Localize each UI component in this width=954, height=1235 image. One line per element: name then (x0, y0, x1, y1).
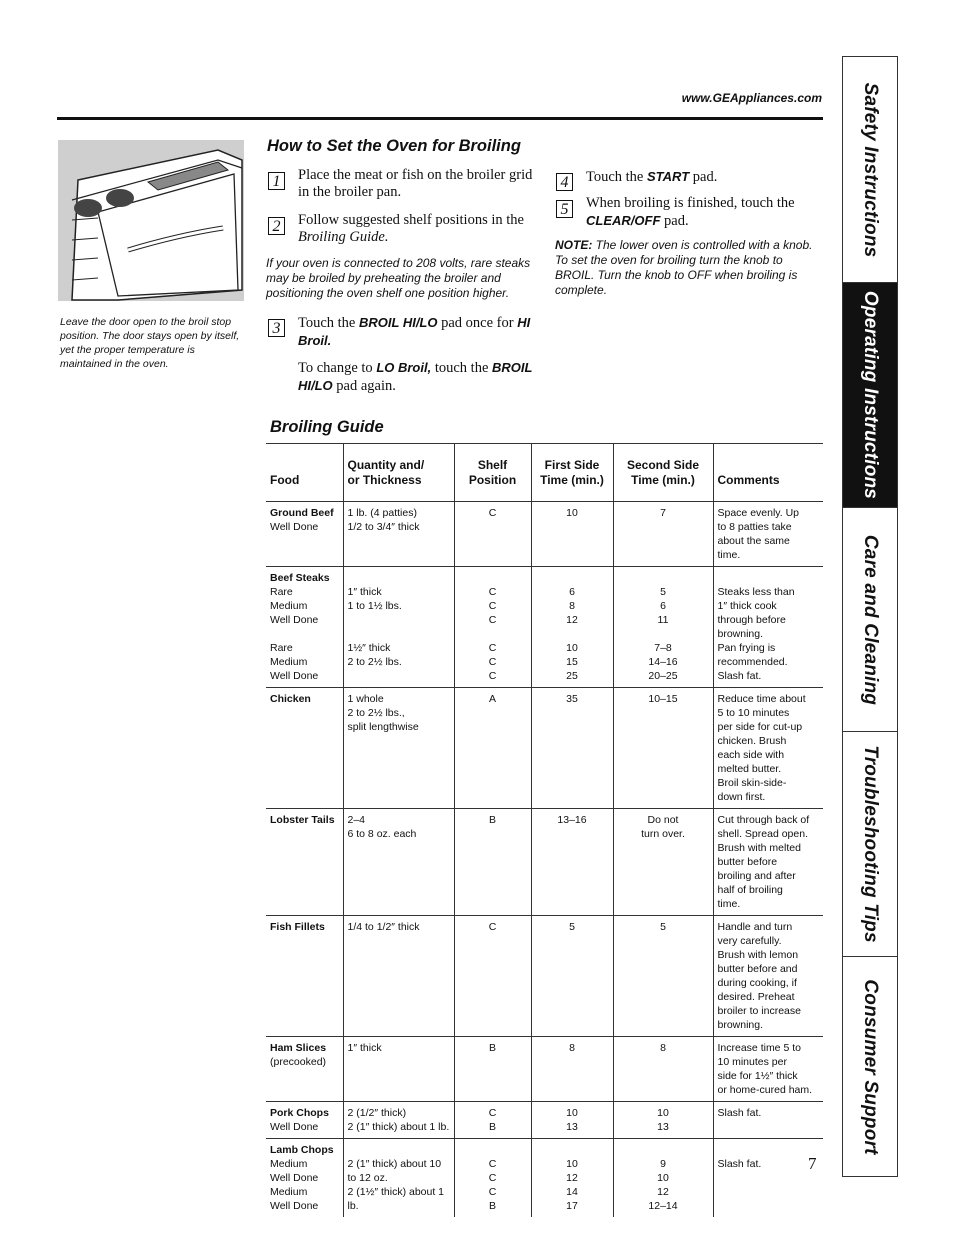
food-name: Chicken (270, 693, 311, 705)
table-row (266, 1037, 823, 1102)
first-side-cell: 10 (531, 502, 613, 567)
step-number-1: 1 (268, 172, 285, 190)
tab-label: Consumer Support (860, 978, 881, 1155)
food-name: Ham Slices (270, 1042, 327, 1054)
comments-cell: Increase time 5 to 10 minutes per side for 1½″ thick or home-cured ham. (713, 1037, 823, 1102)
step-3-text-b: pad once for (437, 315, 518, 331)
tab-care-and-cleaning[interactable] (843, 508, 897, 732)
quantity-cell: 2–4 6 to 8 oz. each (343, 809, 454, 916)
second-side-cell: 5 6 11 7–8 14–16 20–25 (613, 567, 713, 688)
second-side-cell: 7 (613, 502, 713, 567)
food-name: Lamb Chops (270, 1144, 334, 1156)
header-rule (57, 117, 823, 120)
step-5-text-b: pad. (660, 213, 689, 229)
comments-cell: Steaks less than 1″ thick cook through before browning. Pan frying is recommended. Slash fat. (713, 567, 823, 688)
broiling-guide-table (266, 443, 823, 1217)
quantity-cell: 1 whole 2 to 2½ lbs., split lengthwise (343, 688, 454, 809)
step-number-3: 3 (268, 319, 285, 337)
broiling-guide-title: Broiling Guide (270, 418, 384, 436)
step-3-text-a: Touch the (298, 315, 359, 331)
food-doneness: Medium Well Done Medium Well Done (270, 1158, 319, 1212)
illustration-caption: Leave the door open to the broil stop position. The door stays open by itself, yet the proper temperature is maintained in the oven. (60, 316, 240, 370)
quantity-cell: 1″ thick 1 to 1½ lbs. 1½″ thick 2 to 2½ lbs. (343, 567, 454, 688)
food-cell (266, 688, 343, 809)
section-tabs (842, 56, 898, 1177)
step-number-4: 4 (556, 173, 573, 191)
step-3b-text-a: To change to (298, 360, 377, 376)
step-5-text (586, 195, 822, 230)
quantity-cell: 2 (1″ thick) about 10 to 12 oz. 2 (1½″ thick) about 1 lb. (343, 1139, 454, 1218)
shelf-cell: B (454, 809, 531, 916)
first-side-cell: 8 (531, 1037, 613, 1102)
tab-label: Operating Instructions (860, 290, 881, 500)
shelf-cell: C (454, 502, 531, 567)
shelf-cell: C C C B (454, 1139, 531, 1218)
clear-off-pad-name: CLEAR/OFF (586, 213, 661, 228)
tab-safety-instructions[interactable] (843, 57, 897, 283)
first-side-cell: 10 13 (531, 1102, 613, 1139)
food-name: Lobster Tails (270, 814, 335, 826)
step-3b-text-b: touch the (431, 360, 493, 376)
comments-cell: Cut through back of shell. Spread open. Brush with melted butter before broiling and after half of broiling time. (713, 809, 823, 916)
column-header-quantity: Quantity and/ or Thickness (343, 444, 454, 502)
lower-oven-note (555, 238, 825, 298)
second-side-cell: 9 10 12 12–14 (613, 1139, 713, 1218)
table-header-row (266, 444, 823, 502)
step-number-5: 5 (556, 200, 573, 218)
shelf-cell: A (454, 688, 531, 809)
first-side-cell: 10 12 14 17 (531, 1139, 613, 1218)
table-row (266, 688, 823, 809)
shelf-cell: C C C C C C (454, 567, 531, 688)
food-doneness: Well Done (270, 1121, 319, 1133)
tab-troubleshooting-tips[interactable] (843, 732, 897, 957)
food-doneness: Well Done (270, 521, 319, 533)
column-header-first-side: First Side Time (min.) (531, 444, 613, 502)
food-name: Ground Beef (270, 507, 334, 519)
second-side-cell: Do not turn over. (613, 809, 713, 916)
comments-cell: Space evenly. Up to 8 patties take about the same time. (713, 502, 823, 567)
comments-cell: Handle and turn very carefully. Brush with lemon butter before and during cooking, if desired. Preheat broiler to increase browning. (713, 916, 823, 1037)
page-number: 7 (808, 1154, 817, 1173)
start-pad-name: START (647, 169, 690, 184)
first-side-cell: 13–16 (531, 809, 613, 916)
food-cell (266, 567, 343, 688)
food-cell (266, 502, 343, 567)
table-row (266, 502, 823, 567)
second-side-cell: 10 13 (613, 1102, 713, 1139)
quantity-cell: 1″ thick (343, 1037, 454, 1102)
step-2-text (298, 212, 536, 246)
food-name: Fish Fillets (270, 921, 325, 933)
lo-broil-mode: LO Broil, (376, 360, 432, 375)
food-cell (266, 1139, 343, 1218)
food-cell (266, 1037, 343, 1102)
second-side-cell: 5 (613, 916, 713, 1037)
shelf-cell: B (454, 1037, 531, 1102)
step-2-text-a: Follow suggested shelf positions in the (298, 212, 524, 228)
voltage-note: If your oven is connected to 208 volts, rare steaks may be broiled by preheating the broiler and positioning the oven shelf one position higher. (266, 256, 531, 300)
step-2-emphasis: Broiling Guide. (298, 229, 389, 245)
table-row (266, 1102, 823, 1139)
food-name: Pork Chops (270, 1107, 329, 1119)
comments-cell: Slash fat. (713, 1139, 823, 1218)
tab-label: Care and Cleaning (860, 534, 881, 705)
shelf-cell: C (454, 916, 531, 1037)
first-side-cell: 5 (531, 916, 613, 1037)
website-url: www.GEAppliances.com (681, 91, 822, 105)
quantity-cell: 1/4 to 1/2″ thick (343, 916, 454, 1037)
table-row (266, 916, 823, 1037)
step-5-text-a: When broiling is finished, touch the (586, 195, 795, 211)
column-header-shelf: Shelf Position (454, 444, 531, 502)
table-row (266, 567, 823, 688)
shelf-cell: C B (454, 1102, 531, 1139)
broil-pad-name: BROIL HI/LO (359, 315, 438, 330)
second-side-cell: 8 (613, 1037, 713, 1102)
note-text: The lower oven is controlled with a knob. To set the oven for broiling turn the knob to BROIL. Turn the knob to OFF when broiling is complete. (555, 238, 813, 297)
broil-pad-name: BROIL HI/LO (298, 360, 533, 393)
oven-door-illustration (58, 140, 244, 301)
food-cell (266, 809, 343, 916)
table-body (266, 502, 823, 1218)
tab-label: Troubleshooting Tips (860, 745, 881, 943)
comments-cell: Slash fat. (713, 1102, 823, 1139)
table-row (266, 1139, 823, 1218)
tab-label: Safety Instructions (860, 82, 881, 257)
step-4-text-b: pad. (689, 169, 718, 185)
food-cell (266, 1102, 343, 1139)
section-title: How to Set the Oven for Broiling (267, 137, 521, 155)
column-header-food: Food (266, 444, 343, 502)
column-header-comments: Comments (713, 444, 823, 502)
step-number-2: 2 (268, 217, 285, 235)
step-4-text (586, 168, 822, 186)
tab-operating-instructions[interactable] (843, 283, 897, 508)
food-name: Beef Steaks (270, 572, 330, 584)
column-header-second-side: Second Side Time (min.) (613, 444, 713, 502)
step-3-text (298, 314, 536, 350)
comments-cell: Reduce time about 5 to 10 minutes per side for cut-up chicken. Brush each side with melted butter. Broil skin-side- down first. (713, 688, 823, 809)
hi-broil-mode: HI Broil. (298, 315, 531, 348)
first-side-cell: 35 (531, 688, 613, 809)
food-doneness: Rare Medium Well Done Rare Medium Well Done (270, 586, 319, 682)
first-side-cell: 6 8 12 10 15 25 (531, 567, 613, 688)
food-doneness: (precooked) (270, 1056, 327, 1068)
step-1-text: Place the meat or fish on the broiler grid in the broiler pan. (298, 167, 533, 200)
step-3b-text-c: pad again. (332, 378, 396, 394)
step-4-text-a: Touch the (586, 169, 647, 185)
note-label: NOTE: (555, 238, 593, 252)
quantity-cell: 1 lb. (4 patties) 1/2 to 3/4″ thick (343, 502, 454, 567)
table-row (266, 809, 823, 916)
quantity-cell: 2 (1/2″ thick) 2 (1″ thick) about 1 lb. (343, 1102, 454, 1139)
food-cell (266, 916, 343, 1037)
step-3b-text (298, 359, 536, 395)
second-side-cell: 10–15 (613, 688, 713, 809)
tab-consumer-support[interactable] (843, 957, 897, 1176)
